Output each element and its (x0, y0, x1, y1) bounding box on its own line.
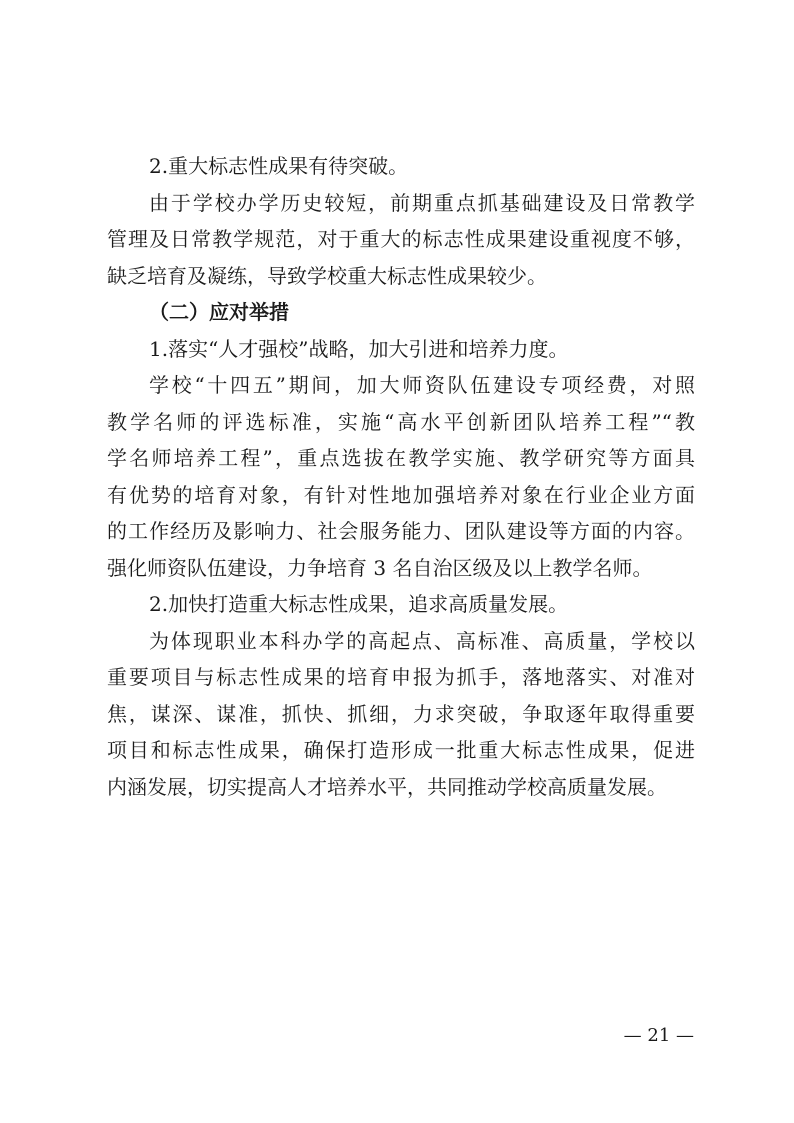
page-number: — 21 — (623, 1025, 694, 1046)
paragraph-line: 重要项目与标志性成果的培育申报为抓手，落地落实、对准对 (107, 665, 695, 689)
paragraph-line: 有优势的培育对象，有针对性地加强培养对象在行业企业方面 (107, 482, 695, 507)
subheading-talent-strategy: 1.落实“人才强校”战略，加大引进和培养力度。 (149, 336, 569, 361)
paragraph-line: 缺乏培育及凝练，导致学校重大标志性成果较少。 (107, 263, 547, 288)
document-body (107, 148, 695, 805)
paragraph-line: 项目和标志性成果，确保打造形成一批重大标志性成果，促进 (107, 738, 695, 762)
paragraph-line: 管理及日常教学规范，对于重大的标志性成果建设重视度不够， (107, 227, 695, 251)
paragraph-line: 学校“十四五”期间，加大师资队伍建设专项经费，对照 (149, 373, 695, 397)
paragraph-line: 为体现职业本科办学的高起点、高标准、高质量，学校以 (149, 628, 695, 653)
section-heading-measures: （二）应对举措 (149, 300, 289, 324)
subheading-major-achievements: 2.重大标志性成果有待突破。 (149, 154, 409, 178)
paragraph-line: 内涵发展，切实提高人才培养水平，共同推动学校高质量发展。 (107, 774, 667, 799)
paragraph-line: 学名师培养工程”，重点选拔在教学实施、教学研究等方面具 (107, 446, 695, 470)
paragraph-line: 的工作经历及影响力、社会服务能力、团队建设等方面的内容。 (107, 519, 695, 543)
paragraph-line: 由于学校办学历史较短，前期重点抓基础建设及日常教学 (149, 190, 695, 215)
paragraph-line: 强化师资队伍建设，力争培育 3 名自治区级及以上教学名师。 (107, 555, 653, 580)
subheading-major-results: 2.加快打造重大标志性成果，追求高质量发展。 (149, 592, 569, 616)
paragraph-line: 教学名师的评选标准，实施“高水平创新团队培养工程”“教 (107, 409, 695, 434)
paragraph-line: 焦，谋深、谋准，抓快、抓细，力求突破，争取逐年取得重要 (107, 701, 695, 726)
